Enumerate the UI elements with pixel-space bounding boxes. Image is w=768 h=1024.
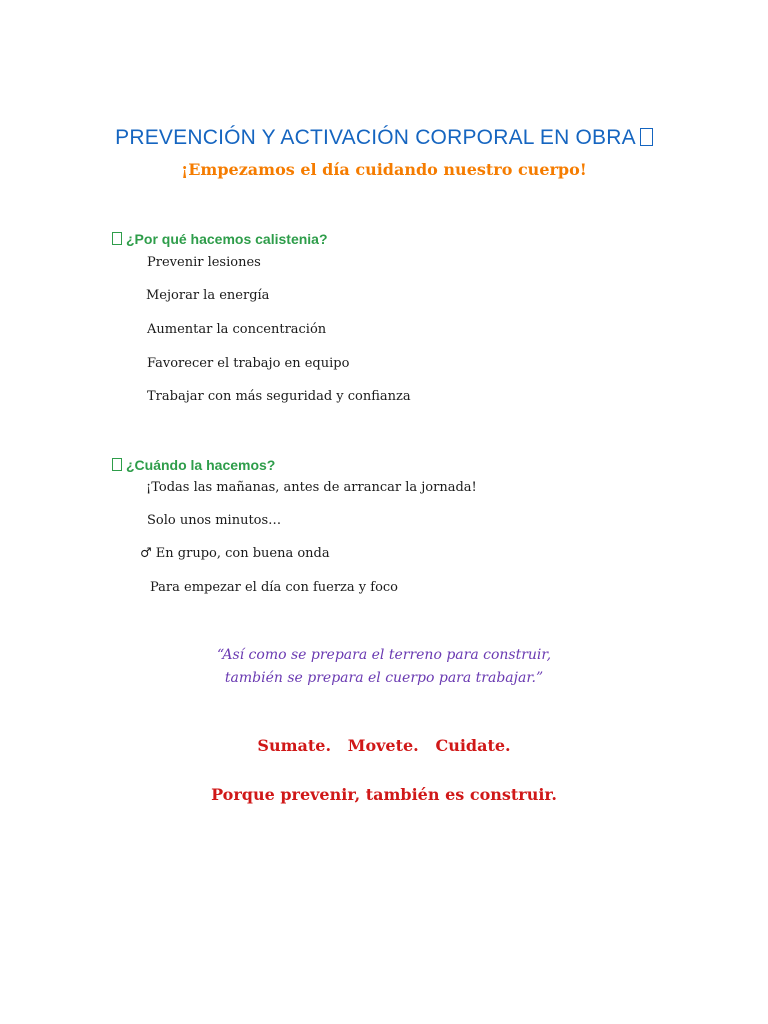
- section-heading-when: [112, 457, 275, 473]
- list-item: Prevenir lesiones: [147, 255, 261, 270]
- page-title: [0, 126, 768, 150]
- section-heading-text: ¿Cuándo la hacemos?: [126, 457, 276, 473]
- list-item: Favorecer el trabajo en equipo: [147, 356, 350, 371]
- missing-glyph-icon: [112, 232, 122, 245]
- missing-glyph-icon: [112, 458, 122, 471]
- missing-glyph-icon: [640, 128, 653, 146]
- list-item: Mejorar la energía: [146, 288, 270, 303]
- section-heading-text: ¿Por qué hacemos calistenia?: [126, 231, 328, 247]
- list-item: ¡Todas las mañanas, antes de arrancar la jornada!: [146, 480, 477, 495]
- closing-slogan: Sumate. Movete. Cuidate.: [257, 736, 511, 755]
- closing-tagline: Porque prevenir, también es construir.: [211, 785, 557, 804]
- quote-line-1: “Así como se prepara el terreno para construir,: [216, 647, 552, 663]
- list-item: Solo unos minutos…: [147, 513, 282, 528]
- quote-line-2: también se prepara el cuerpo para trabajar.”: [224, 670, 544, 686]
- list-item: Aumentar la concentración: [147, 322, 327, 337]
- list-item: Trabajar con más seguridad y confianza: [147, 389, 411, 404]
- section-heading-why: [112, 231, 328, 247]
- list-item: Para empezar el día con fuerza y foco: [150, 580, 398, 595]
- list-item: ♂ En grupo, con buena onda: [140, 546, 330, 561]
- title-text: PREVENCIÓN Y ACTIVACIÓN CORPORAL EN OBRA: [115, 126, 636, 149]
- page-subtitle: ¡Empezamos el día cuidando nuestro cuerpo!: [181, 160, 587, 179]
